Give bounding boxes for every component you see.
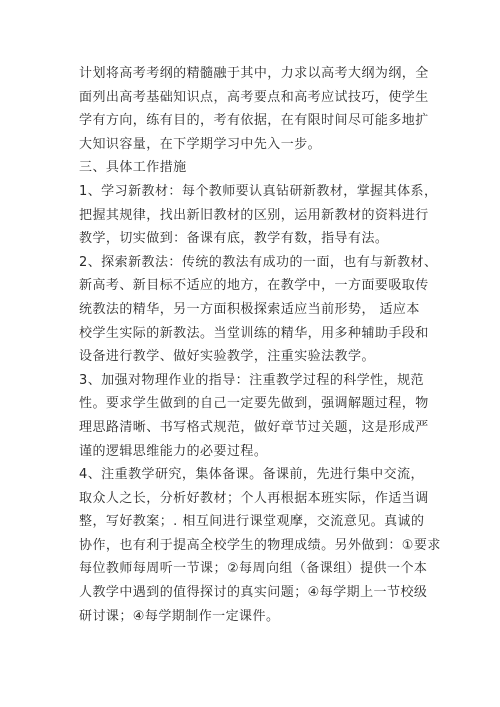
text-line: 研讨课；④每学期制作一定课件。: [79, 608, 280, 624]
text-line: 性。要求学生做到的自己一定要先做到，强调解题过程，物: [79, 396, 429, 412]
text-line: 2、探索新教法：传统的教法有成功的一面，也有与新教材、: [79, 254, 438, 270]
text-line: 统教法的精华，另一方面积极探索适应当前形势， 适应本: [79, 301, 420, 317]
text-line: 大知识容量，在下学期学习中先入一步。: [79, 136, 322, 152]
text-line: 教学，切实做到：备课有底，教学有数，指导有法。: [79, 231, 389, 247]
text-line: 协作，也有利于提高全校学生的物理成绩。另外做到：①要求: [79, 537, 441, 553]
text-line: 每位教师每周听一节课；②每周向组（备课组）提供一个本: [79, 561, 428, 577]
section-heading: 三、具体工作措施: [79, 160, 187, 176]
text-line: 校学生实际的新教法。当堂训练的精华，用多种辅助手段和: [79, 325, 429, 341]
text-line: 面列出高考基础知识点，高考要点和高考应试技巧，使学生: [79, 89, 429, 105]
text-line: 谨的逻辑思维能力的必要过程。: [79, 443, 268, 459]
text-line: 4、注重教学研究，集体备课。备课前，先进行集中交流，: [79, 467, 424, 483]
text-line: 取众人之长，分析好教材；个人再根据本班实际，作适当调: [79, 490, 429, 506]
text-line: 3、加强对物理作业的指导：注重教学过程的科学性，规范: [79, 372, 424, 388]
text-line: 设备进行教学、做好实验教学，注重实验法教学。: [79, 349, 375, 365]
text-line: 学有方向，练有目的，考有依据，在有限时间尽可能多地扩: [79, 113, 429, 129]
text-line: 新高考、新目标不适应的地方，在教学中，一方面要吸取传: [79, 278, 429, 294]
text-line: 人教学中遇到的值得探讨的真实问题；④每学期上一节校级: [79, 585, 428, 601]
document-page: [79, 62, 441, 628]
text-line: 整，写好教案；. 相互间进行课堂观摩，交流意见。真诚的: [79, 514, 425, 530]
text-line: 理思路清晰、书写格式规范，做好章节过关题，这是形成严: [79, 419, 429, 435]
text-line: 计划将高考考纲的精髓融于其中，力求以高考大纲为纲，全: [79, 66, 429, 81]
text-line: 把握其规律，找出新旧教材的区别，运用新教材的资料进行: [79, 207, 429, 223]
text-line: 1、学习新教材：每个教师要认真钻研新教材，掌握其体系，: [79, 183, 438, 199]
